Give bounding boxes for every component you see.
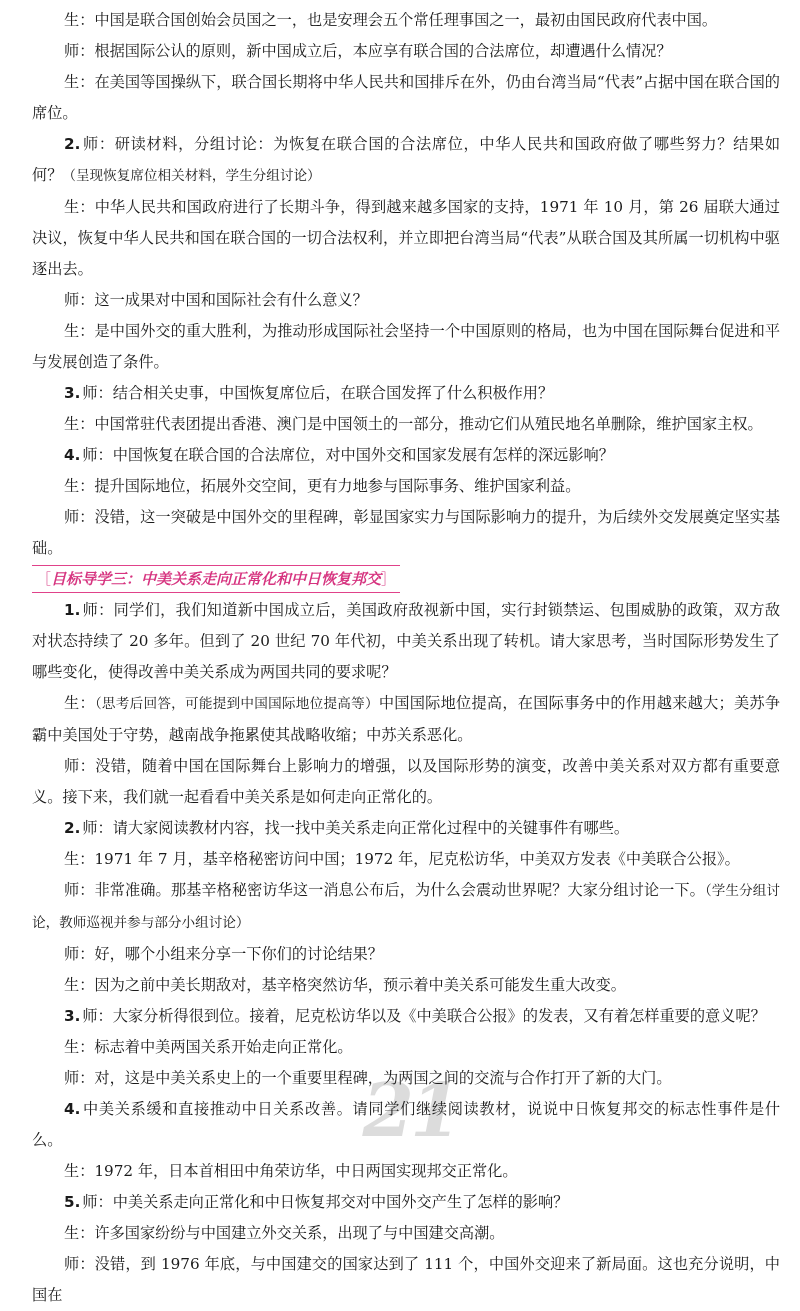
paragraph-text: 师：没错，这一突破是中国外交的里程碑，彰显国家实力与国际影响力的提升，为后续外交发展奠定坚实基础。 [32,508,780,557]
paragraph-text: 生：是中国外交的重大胜利，为推动形成国际社会坚持一个中国原则的格局，也为中国在国际舞台促进和平与发展创造了条件。 [32,322,780,371]
dialogue-paragraph [32,1218,780,1249]
dialogue-paragraph [32,688,780,751]
section-title: 目标导学三：中美关系走向正常化和中日恢复邦交 [51,570,382,588]
dialogue-paragraph [32,409,780,440]
dialogue-paragraph [32,1156,780,1187]
dialogue-paragraph [32,316,780,378]
dialogue-paragraph [32,440,780,471]
paragraph-text: 生：1972 年，日本首相田中角荣访华，中日两国实现邦交正常化。 [64,1162,518,1180]
paragraph-text: 师：这一成果对中国和国际社会有什么意义？ [64,291,368,309]
paragraph-text: 中美关系缓和直接推动中日关系改善。请同学们继续阅读教材，说说中日恢复邦交的标志性事件是什么。 [32,1100,780,1149]
paragraph-text: 生：1971 年 7 月，基辛格秘密访问中国；1972 年，尼克松访华，中美双方发表《中美联合公报》。 [64,850,740,868]
paragraph-text: 生： [64,694,95,712]
paragraph-text: 师：对，这是中美关系史上的一个重要里程碑，为两国之间的交流与合作打开了新的大门。 [64,1069,672,1087]
stage-note: （学生分组讨论，教师巡视并参与部分小组讨论） [32,883,781,931]
paragraph-text: 师：研读材料，分组讨论：为恢复在联合国的合法席位，中华人民共和国政府做了哪些努力？结果如何？ [32,135,780,184]
dialogue-paragraph [32,36,780,67]
item-number: 4. [64,1100,81,1118]
dialogue-paragraph [32,285,780,316]
dialogue-paragraph [32,1187,780,1218]
paragraph-text: 生：许多国家纷纷与中国建立外交关系，出现了与中国建交高潮。 [64,1224,505,1242]
item-number: 5. [64,1193,81,1211]
paragraph-text: 师：同学们，我们知道新中国成立后，美国政府敌视新中国，实行封锁禁运、包围威胁的政策，双方敌对状态持续了 20 多年。但到了 20 世纪 70 年代初，中美关系出现了转机。请大家思考，当时国际形势发生了哪些变化，使得改善中美关系成为两国共同的要求呢？ [32,601,780,681]
paragraph-text: 生：中国常驻代表团提出香港、澳门是中国领土的一部分，推动它们从殖民地名单删除，维护国家主权。 [64,415,763,433]
paragraph-text: 生：因为之前中美长期敌对，基辛格突然访华，预示着中美关系可能发生重大改变。 [64,976,626,994]
dialogue-paragraph [32,844,780,875]
dialogue-paragraph [32,1063,780,1094]
dialogue-paragraph [32,471,780,502]
paragraph-group-bottom [32,595,780,1311]
paragraph-text: 师：中国恢复在联合国的合法席位，对中国外交和国家发展有怎样的深远影响？ [82,446,614,464]
dialogue-paragraph [32,1032,780,1063]
paragraph-text: 师：大家分析得很到位。接着，尼克松访华以及《中美联合公报》的发表，又有着怎样重要的意义呢？ [82,1007,766,1025]
item-number: 4. [64,446,81,464]
dialogue-paragraph [32,502,780,564]
item-number: 1. [64,601,81,619]
section-title-box [32,565,400,593]
page-body [32,5,780,1311]
stage-note: （呈现恢复席位相关材料，学生分组讨论） [62,168,321,184]
paragraph-text: 生：中国是联合国创始会员国之一，也是安理会五个常任理事国之一，最初由国民政府代表中国。 [64,11,718,29]
dialogue-paragraph [32,813,780,844]
paragraph-group-top [32,5,780,564]
item-number: 3. [64,1007,81,1025]
stage-note: （思考后回答，可能提到中国国际地位提高等） [94,696,379,712]
dialogue-paragraph [32,751,780,813]
dialogue-paragraph [32,970,780,1001]
bracket-open: ［ [36,570,52,588]
dialogue-paragraph [32,875,780,939]
dialogue-paragraph [32,1249,780,1311]
dialogue-paragraph [32,595,780,688]
dialogue-paragraph [32,1094,780,1156]
paragraph-text: 师：结合相关史事，中国恢复席位后，在联合国发挥了什么积极作用？ [82,384,554,402]
paragraph-text: 师：根据国际公认的原则，新中国成立后，本应享有联合国的合法席位，却遭遇什么情况？ [64,42,672,60]
paragraph-text: 师：中美关系走向正常化和中日恢复邦交对中国外交产生了怎样的影响？ [82,1193,569,1211]
bracket-close: ］ [381,570,397,588]
paragraph-text: 师：请大家阅读教材内容，找一找中美关系走向正常化过程中的关键事件有哪些。 [82,819,630,837]
dialogue-paragraph [32,378,780,409]
item-number: 2. [64,135,81,153]
item-number: 2. [64,819,81,837]
paragraph-text: 生：中华人民共和国政府进行了长期斗争，得到越来越多国家的支持，1971 年 10 月，第 26 届联大通过决议，恢复中华人民共和国在联合国的一切合法权利，并立即把台湾当局“代表”从联合国及其所属一切机构中驱逐出去。 [32,198,780,278]
paragraph-text: 生：提升国际地位，拓展外交空间，更有力地参与国际事务、维护国家利益。 [64,477,581,495]
item-number: 3. [64,384,81,402]
paragraph-text: 师：没错，随着中国在国际舞台上影响力的增强，以及国际形势的演变，改善中美关系对双方都有重要意义。接下来，我们就一起看看中美关系是如何走向正常化的。 [32,757,780,806]
paragraph-text-continued: 中国国际地位提高，在国际事务中的作用越来越大；美苏争霸中美国处于守势，越南战争拖累使其战略收缩；中苏关系恶化。 [32,694,781,744]
dialogue-paragraph [32,192,780,285]
dialogue-paragraph [32,5,780,36]
dialogue-paragraph [32,939,780,970]
section-heading [32,564,780,595]
paragraph-text: 生：标志着中美两国关系开始走向正常化。 [64,1038,353,1056]
dialogue-paragraph [32,67,780,129]
paragraph-text: 生：在美国等国操纵下，联合国长期将中华人民共和国排斥在外，仍由台湾当局“代表”占据中国在联合国的席位。 [32,73,780,122]
dialogue-paragraph [32,1001,780,1032]
page-number: 21 [362,1068,458,1154]
paragraph-text: 师：非常准确。那基辛格秘密访华这一消息公布后，为什么会震动世界呢？大家分组讨论一下。 [64,881,705,899]
dialogue-paragraph [32,129,780,192]
paragraph-text: 师：没错，到 1976 年底，与中国建交的国家达到了 111 个，中国外交迎来了新局面。这也充分说明，中国在 [32,1255,780,1304]
paragraph-text: 师：好，哪个小组来分享一下你们的讨论结果？ [64,945,383,963]
